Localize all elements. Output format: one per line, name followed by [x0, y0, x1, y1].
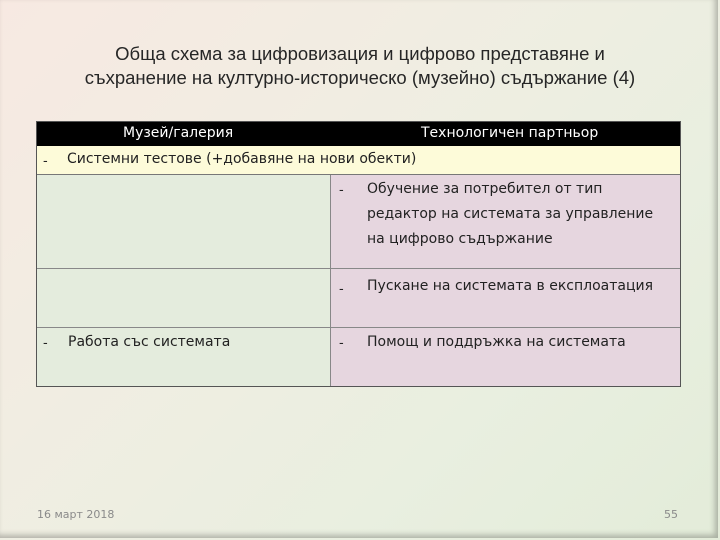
header-museum: Музей/галерия [123, 125, 234, 141]
footer-date: 16 март 2018 [37, 508, 115, 521]
row-divider [37, 268, 330, 269]
title-line-2: съхранение на културно-историческо (музейно) съдържание (4) [84, 67, 636, 88]
title-line-1: Обща схема за цифровизация и цифрово представяне и [115, 43, 605, 64]
header-partner: Технологичен партньор [421, 125, 599, 141]
museum-column [37, 175, 331, 386]
row-divider [37, 327, 330, 328]
bullet-dash: - [43, 154, 48, 169]
slide-title [40, 42, 680, 90]
bullet-dash: - [339, 183, 344, 198]
training-line-2: редактор на системата за управление [367, 206, 654, 222]
bullet-dash: - [339, 282, 344, 297]
training-text [367, 177, 653, 252]
schema-table [36, 121, 681, 387]
bullet-dash: - [43, 336, 48, 351]
support-text: Помощ и поддръжка на системата [367, 334, 626, 350]
row-divider [331, 268, 680, 269]
launch-text: Пускане на системата в експлоатация [367, 278, 654, 294]
training-line-3: на цифрово съдържание [367, 231, 553, 247]
bullet-dash: - [339, 336, 344, 351]
system-tests-text: Системни тестове (+добавяне на нови обекти) [67, 151, 417, 167]
row-divider [331, 327, 680, 328]
page-number: 55 [664, 508, 678, 521]
table-header-row [37, 122, 680, 146]
training-line-1: Обучение за потребител от тип [367, 181, 603, 197]
system-tests-row [37, 146, 680, 175]
work-with-system-text: Работа със системата [68, 334, 231, 350]
partner-column [331, 175, 680, 386]
